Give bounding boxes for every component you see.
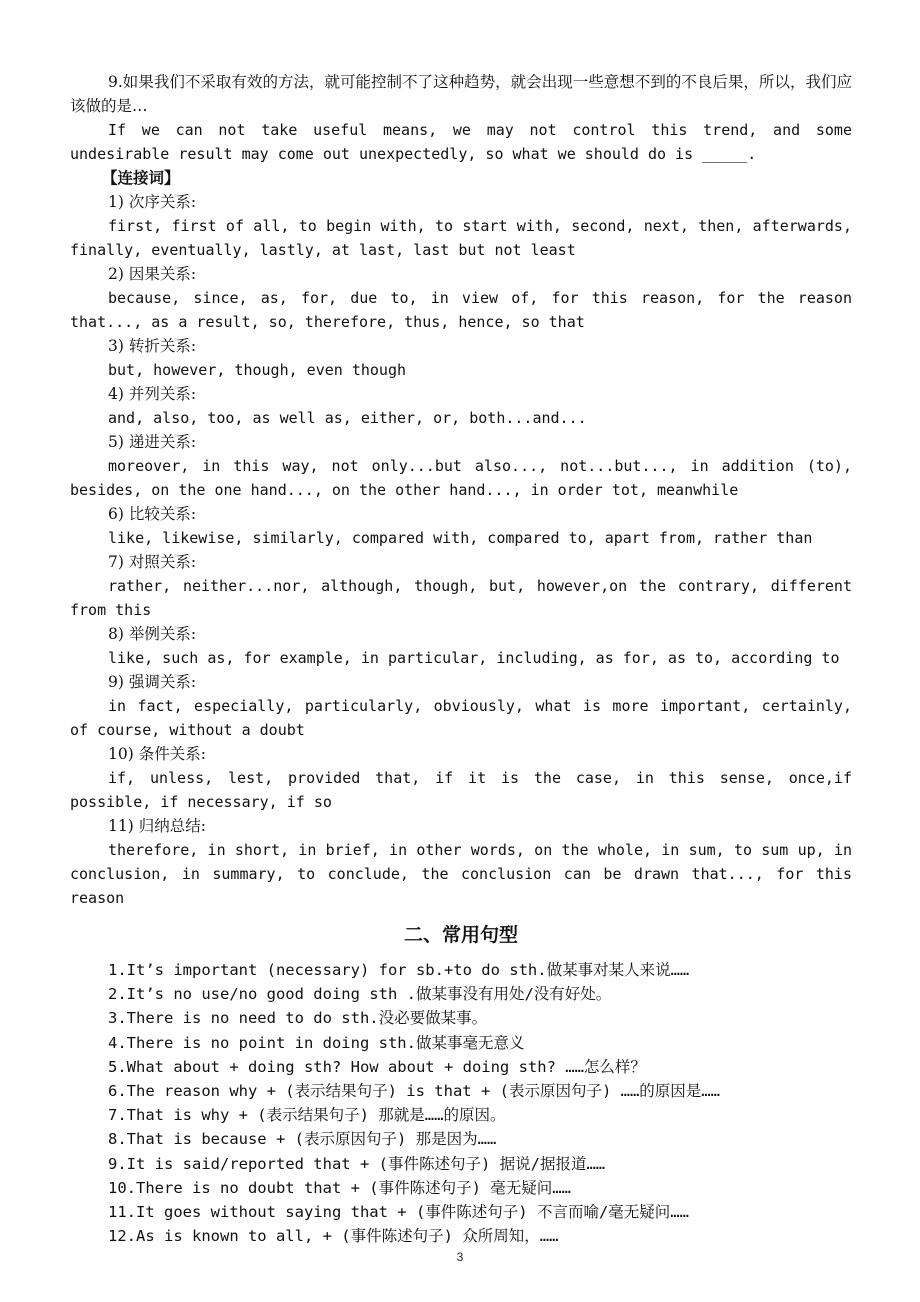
sentence-pattern: 12.As is known to all, + (事件陈述句子) 众所周知，…… — [108, 1227, 559, 1246]
connectors-list — [70, 190, 852, 910]
connector-category-label: 4) 并列关系: — [108, 385, 197, 403]
page-number: 3 — [456, 1250, 464, 1264]
connector-words: rather, neither...nor, although, though, but, however,on the contrary, different from this — [70, 577, 852, 619]
connector-words: like, likewise, similarly, compared with, compared to, apart from, rather than — [108, 529, 813, 547]
sentence-pattern: 7.That is why + (表示结果句子) 那就是……的原因。 — [108, 1106, 506, 1125]
connector-words: but, however, though, even though — [108, 361, 407, 379]
connector-words: like, such as, for example, in particular, including, as for, as to, according to — [108, 649, 840, 667]
sentence-pattern: 1.It’s important (necessary) for sb.+to do sth.做某事对某人来说…… — [108, 961, 690, 979]
connector-words: moreover, in this way, not only...but also..., not...but..., in addition (to), besides, on the one hand..., on the other hand..., in order tot, meanwhile — [70, 457, 852, 499]
section-title: 二、常用句型 — [403, 924, 518, 946]
connector-category-label: 7) 对照关系: — [108, 553, 197, 571]
connector-category-label: 1) 次序关系: — [108, 193, 197, 211]
connector-category-label: 2) 因果关系: — [108, 265, 197, 283]
sentence-pattern: 5.What about + doing sth? How about + doing sth? ……怎么样？ — [108, 1057, 646, 1076]
sentence-pattern: 8.That is because + (表示原因句子) 那是因为…… — [108, 1130, 497, 1149]
connector-category-label: 5) 递进关系: — [108, 433, 197, 451]
sentence-pattern: 10.There is no doubt that + (事件陈述句子) 毫无疑问…… — [108, 1178, 571, 1197]
connectors-heading: 【连接词】 — [102, 169, 180, 187]
patterns-list — [70, 958, 852, 1248]
intro-english: If we can not take useful means, we may not control this trend, and some undesirable result may come out unexpectedly, so what we should do is _____. — [70, 121, 852, 163]
connector-words: if, unless, lest, provided that, if it is the case, in this sense, once,if possible, if necessary, if so — [70, 769, 852, 811]
sentence-pattern: 2.It’s no use/no good doing sth .做某事没有用处/没有好处。 — [108, 985, 612, 1004]
connector-words: because, since, as, for, due to, in view of, for this reason, for the reason that..., as a result, so, therefore, thus, hence, so that — [70, 289, 852, 331]
connector-words: first, first of all, to begin with, to start with, second, next, then, afterwards, finally, eventually, lastly, at last, last but not least — [70, 217, 852, 259]
connector-category-label: 9) 强调关系: — [108, 673, 197, 691]
sentence-pattern: 9.It is said/reported that + (事件陈述句子) 据说/据报道…… — [108, 1154, 606, 1173]
sentence-pattern: 4.There is no point in doing sth.做某事毫无意义 — [108, 1033, 525, 1052]
sentence-pattern: 6.The reason why + (表示结果句子) is that + (表示原因句子) ……的原因是…… — [108, 1082, 720, 1101]
connector-category-label: 3) 转折关系: — [108, 337, 197, 355]
sentence-pattern: 11.It goes without saying that + (事件陈述句子) 不言而喻/毫无疑问…… — [108, 1203, 689, 1222]
connector-category-label: 6) 比较关系: — [108, 505, 197, 523]
connector-words: in fact, especially, particularly, obviously, what is more important, certainly, of course, without a doubt — [70, 697, 852, 739]
connector-words: therefore, in short, in brief, in other words, on the whole, in sum, to sum up, in conclusion, in summary, to conclude, the conclusion can be drawn that..., for this reason — [70, 841, 852, 907]
connector-category-label: 11) 归纳总结: — [108, 817, 206, 835]
connector-category-label: 10) 条件关系: — [108, 745, 206, 763]
sentence-pattern: 3.There is no need to do sth.没必要做某事。 — [108, 1009, 488, 1028]
connector-words: and, also, too, as well as, either, or, both...and... — [108, 409, 587, 427]
intro-chinese: 9.如果我们不采取有效的方法，就可能控制不了这种趋势，就会出现一些意想不到的不良后果，所以，我们应该做的是… — [70, 73, 852, 115]
connector-category-label: 8) 举例关系: — [108, 625, 197, 643]
